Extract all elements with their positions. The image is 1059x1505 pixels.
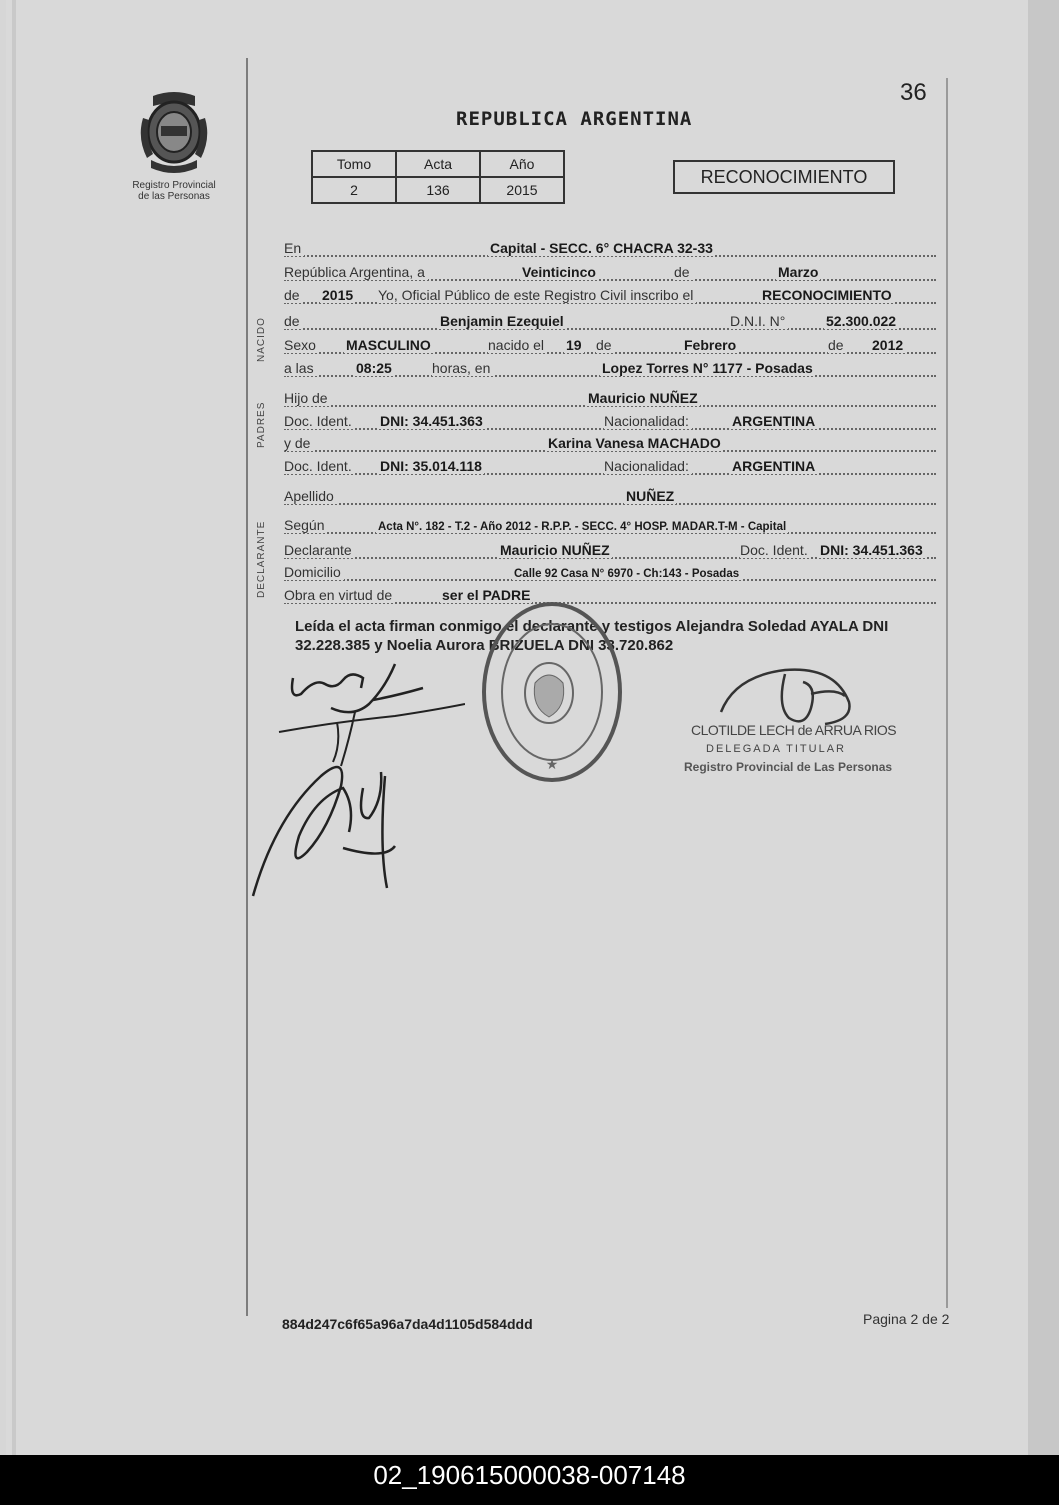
label-apellido: Apellido bbox=[284, 488, 337, 504]
form-row-name bbox=[284, 311, 936, 333]
value-sexo: MASCULINO bbox=[346, 337, 431, 353]
section-label-nacido: NACIDO bbox=[256, 317, 267, 362]
label-de3: de bbox=[284, 313, 303, 329]
value-birth-year: 2012 bbox=[872, 337, 904, 353]
value-father-name: Mauricio NUÑEZ bbox=[588, 390, 698, 406]
pagination: Pagina 2 de 2 bbox=[863, 1311, 950, 1327]
form-row-en bbox=[284, 238, 936, 260]
header-acta: Acta bbox=[396, 151, 480, 177]
official-title: DELEGADA TITULAR bbox=[706, 743, 846, 755]
label-dni: D.N.I. N° bbox=[730, 313, 788, 329]
label-alas: a las bbox=[284, 360, 317, 376]
document-title: REPUBLICA ARGENTINA bbox=[456, 108, 693, 130]
closing-statement: Leída el acta firman conmigo el declarante y testigos Alejandra Soledad AYALA DNI 32.228.385 y Noelia Aurora BRIZUELA DNI 33.720.862 bbox=[295, 618, 889, 654]
coat-of-arms-logo bbox=[133, 88, 215, 176]
right-margin-line bbox=[946, 78, 948, 1308]
label-en: En bbox=[284, 240, 304, 256]
value-dni: 52.300.022 bbox=[826, 313, 897, 329]
form-row-declarante bbox=[284, 540, 936, 562]
label-yde: y de bbox=[284, 435, 313, 451]
value-segun: Acta N°. 182 - T.2 - Año 2012 - R.P.P. - SECC. 4° HOSP. MADAR.T-M - Capital bbox=[378, 521, 787, 533]
value-birth-month: Febrero bbox=[684, 337, 737, 353]
registry-value-row bbox=[312, 177, 564, 203]
witness-signatures bbox=[245, 648, 465, 908]
value-ano: 2015 bbox=[480, 177, 564, 203]
label-republica: República Argentina, a bbox=[284, 264, 428, 280]
value-apellido: NUÑEZ bbox=[626, 488, 675, 504]
sheet-edge bbox=[1028, 0, 1059, 1455]
value-declarante-doc: DNI: 34.451.363 bbox=[820, 542, 923, 558]
value-act: RECONOCIMIENTO bbox=[762, 287, 892, 303]
logo-caption-line2: de las Personas bbox=[138, 191, 210, 202]
form-row-mother bbox=[284, 433, 936, 455]
value-tomo: 2 bbox=[312, 177, 396, 203]
registry-table bbox=[311, 150, 565, 204]
form-row-segun bbox=[284, 515, 936, 537]
official-stamp bbox=[477, 597, 627, 787]
value-father-doc: DNI: 34.451.363 bbox=[380, 413, 483, 429]
page-number: 36 bbox=[900, 79, 927, 106]
label-obra: Obra en virtud de bbox=[284, 587, 395, 603]
form-row-year bbox=[284, 285, 936, 307]
value-obra: ser el PADRE bbox=[442, 587, 531, 603]
section-label-padres: PADRES bbox=[256, 401, 267, 448]
section-label-declarante: DECLARANTE bbox=[256, 520, 267, 598]
label-hijo: Hijo de bbox=[284, 390, 331, 406]
form-row-surname bbox=[284, 486, 936, 508]
value-month: Marzo bbox=[778, 264, 819, 280]
label-doc3: Doc. Ident. bbox=[740, 542, 811, 558]
label-doc: Doc. Ident. bbox=[284, 413, 355, 429]
form-row-father bbox=[284, 388, 936, 410]
form-row-father-doc bbox=[284, 411, 936, 433]
label-doc2: Doc. Ident. bbox=[284, 458, 355, 474]
form-row-sex bbox=[284, 335, 936, 357]
label-horas: horas, en bbox=[432, 360, 493, 376]
value-declarante: Mauricio NUÑEZ bbox=[500, 542, 610, 558]
label-segun: Según bbox=[284, 517, 327, 533]
form-row-mother-doc bbox=[284, 456, 936, 478]
official-name: CLOTILDE LECH de ARRUA RIOS bbox=[691, 722, 897, 738]
value-year: 2015 bbox=[322, 287, 354, 303]
form-row-time bbox=[284, 358, 936, 380]
header-tomo: Tomo bbox=[312, 151, 396, 177]
value-mother-doc: DNI: 35.014.118 bbox=[380, 458, 482, 474]
value-day: Veinticinco bbox=[522, 264, 596, 280]
label-nacido: nacido el bbox=[488, 337, 547, 353]
label-de: de bbox=[674, 264, 693, 280]
label-nac2: Nacionalidad: bbox=[604, 458, 692, 474]
form-row-date bbox=[284, 262, 936, 284]
logo-caption-line1: Registro Provincial bbox=[132, 180, 216, 191]
value-birth-place: Lopez Torres N° 1177 - Posadas bbox=[602, 360, 813, 376]
label-de5: de bbox=[828, 337, 847, 353]
value-place: Capital - SECC. 6° CHACRA 32-33 bbox=[490, 240, 713, 256]
label-sexo: Sexo bbox=[284, 337, 319, 353]
registry-header-row bbox=[312, 151, 564, 177]
label-domicilio: Domicilio bbox=[284, 564, 344, 580]
label-declarante: Declarante bbox=[284, 542, 355, 558]
logo-caption bbox=[115, 180, 233, 202]
value-name: Benjamin Ezequiel bbox=[440, 313, 564, 329]
form-row-domicilio bbox=[284, 562, 936, 584]
svg-text:★: ★ bbox=[545, 757, 559, 773]
document-hash: 884d247c6f65a96a7da4d1105d584ddd bbox=[282, 1316, 533, 1332]
value-father-nat: ARGENTINA bbox=[732, 413, 816, 429]
value-acta: 136 bbox=[396, 177, 480, 203]
label-de4: de bbox=[596, 337, 615, 353]
dotted-line bbox=[284, 503, 936, 505]
label-de2: de bbox=[284, 287, 303, 303]
value-mother-nat: ARGENTINA bbox=[732, 458, 816, 474]
value-birth-day: 19 bbox=[566, 337, 582, 353]
scan-id-footer: 02_190615000038-007148 bbox=[0, 1455, 1059, 1505]
header-ano: Año bbox=[480, 151, 564, 177]
value-birth-time: 08:25 bbox=[356, 360, 392, 376]
page-crease bbox=[12, 0, 16, 1455]
value-domicilio: Calle 92 Casa N° 6970 - Ch:143 - Posadas bbox=[514, 568, 740, 580]
label-yo: Yo, Oficial Público de este Registro Civil inscribo el bbox=[378, 287, 696, 303]
act-type-box: RECONOCIMIENTO bbox=[673, 160, 895, 194]
label-nac: Nacionalidad: bbox=[604, 413, 692, 429]
official-office: Registro Provincial de Las Personas bbox=[684, 760, 893, 774]
value-mother-name: Karina Vanesa MACHADO bbox=[548, 435, 721, 451]
